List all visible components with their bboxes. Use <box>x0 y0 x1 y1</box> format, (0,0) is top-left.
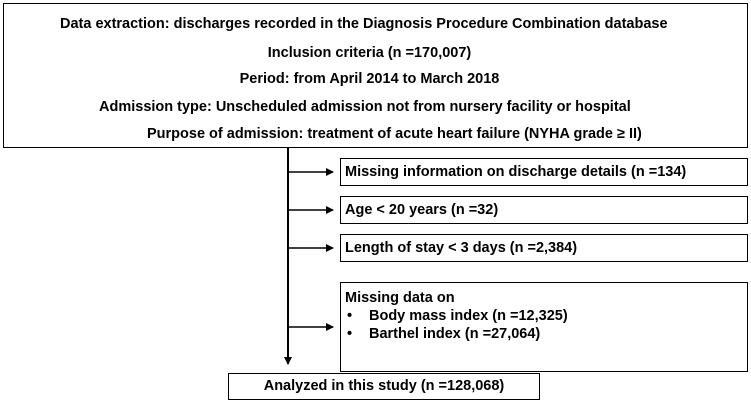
exclusion-length-of-stay-box <box>340 234 748 262</box>
exclusion-age-text: Age < 20 years (n =32) <box>345 202 499 218</box>
exclusion-length-of-stay-text: Length of stay < 3 days (n =2,384) <box>345 240 578 256</box>
analyzed-cohort-text: Analyzed in this study (n =128,068) <box>263 378 505 394</box>
exclusion-discharge-text: Missing information on discharge details (n =134) <box>345 164 687 180</box>
analyzed-cohort-box <box>228 373 540 400</box>
exclusion-missing-data-box <box>340 282 748 372</box>
data-extraction-line: Data extraction: discharges recorded in the Diagnosis Procedure Combination database <box>60 16 668 32</box>
missing-item-bmi-text: Body mass index (n =12,325) <box>369 308 568 324</box>
exclusion-discharge-box <box>340 158 748 186</box>
inclusion-count-line: Inclusion criteria (n =170,007) <box>267 45 472 61</box>
admission-purpose-line: Purpose of admission: treatment of acute heart failure (NYHA grade ≥ II) <box>147 126 642 142</box>
bullet-icon: • <box>347 326 353 342</box>
missing-data-heading: Missing data on <box>345 290 455 306</box>
missing-item-barthel-text: Barthel index (n =27,064) <box>369 326 541 342</box>
missing-item-bmi <box>345 307 747 325</box>
exclusion-age-box <box>340 196 748 224</box>
missing-item-barthel <box>345 325 747 343</box>
period-line: Period: from April 2014 to March 2018 <box>239 71 500 87</box>
bullet-icon: • <box>347 308 353 324</box>
admission-type-line: Admission type: Unscheduled admission not from nursery facility or hospital <box>99 99 631 115</box>
